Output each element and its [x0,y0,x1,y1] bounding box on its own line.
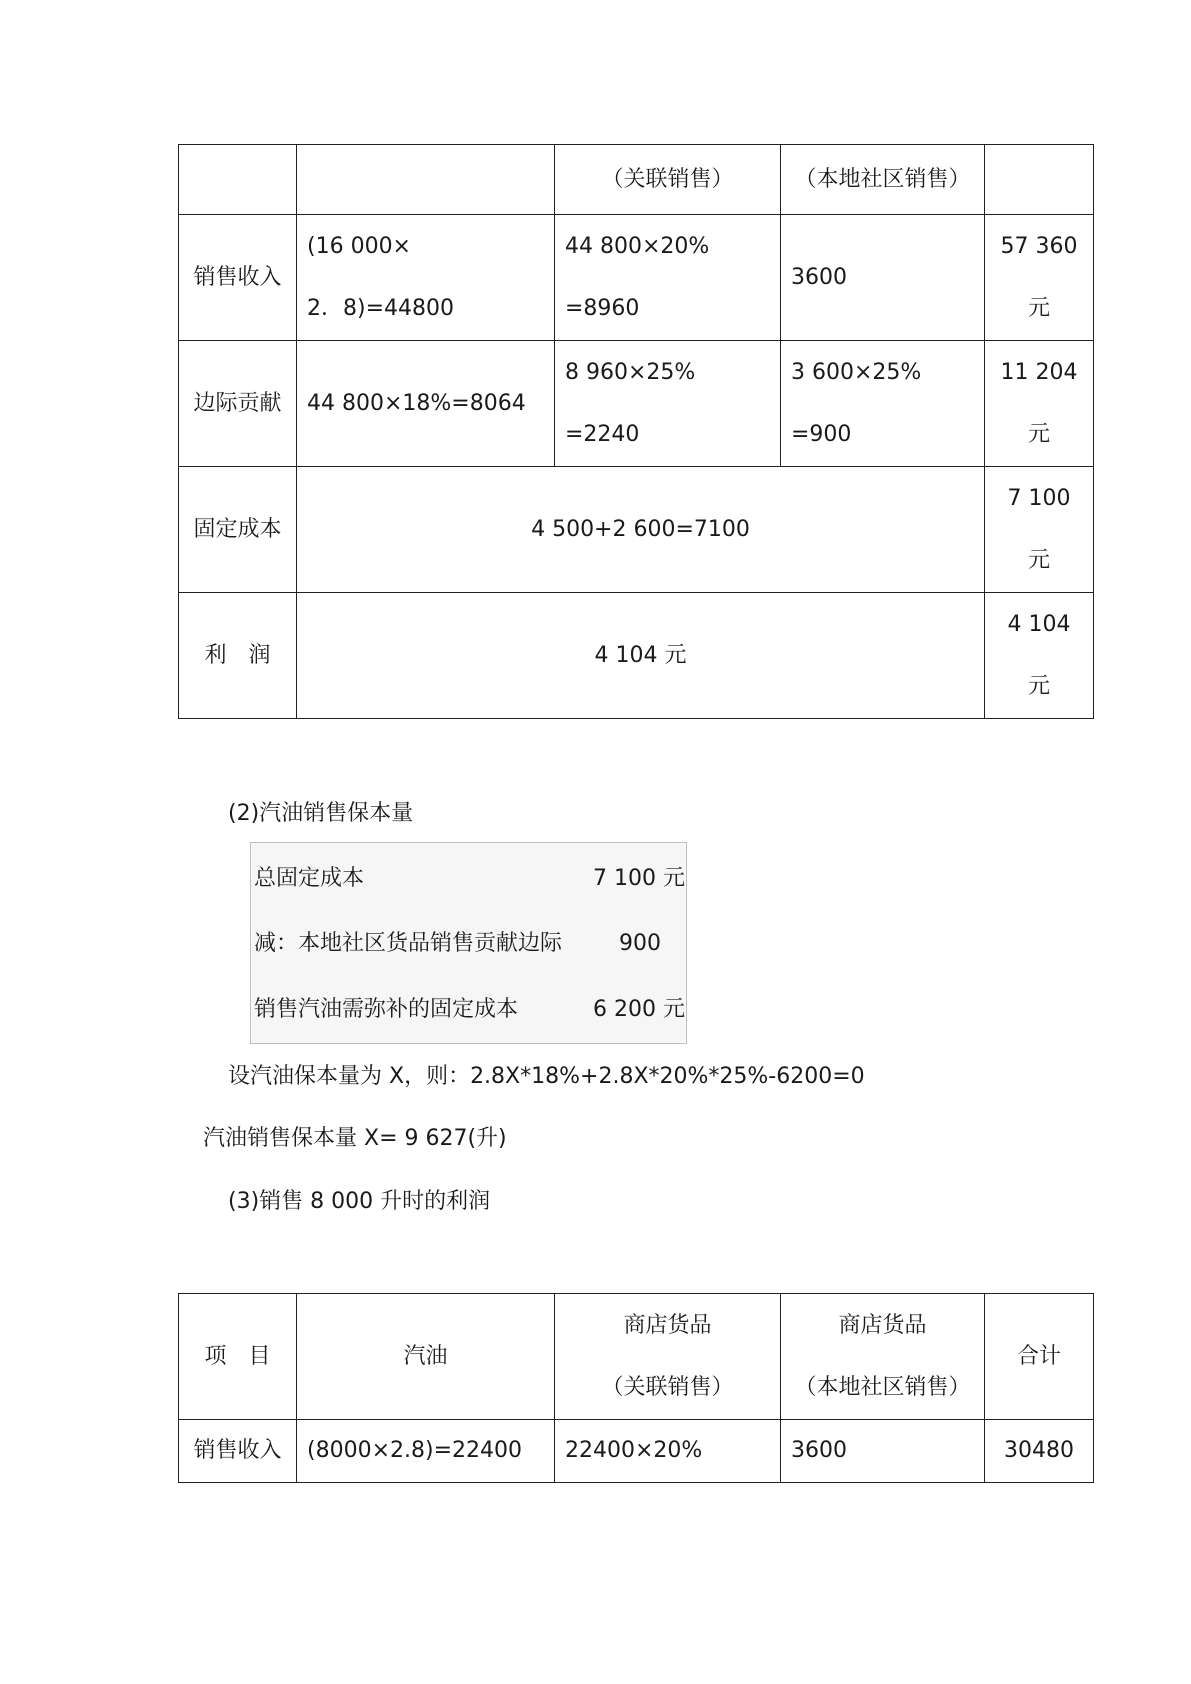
breakeven-equation: 设汽油保本量为 X，则：2.8X*18%+2.8X*20%*25%-6200=0 [228,1064,865,1089]
table-header-row [179,1294,1094,1420]
table-row [179,467,1094,593]
header-cell-gas [297,145,555,215]
cell-related-revenue: 44 800×20% =8960 [555,215,781,341]
cell-related-contribution: 8 960×25% =2240 [555,341,781,467]
cell-local-revenue: 3600 [781,1420,985,1483]
row-label-contribution-margin: 边际贡献 [179,341,297,467]
breakeven-result: 汽油销售保本量 X= 9 627(升) [203,1126,507,1151]
table-row [179,593,1094,719]
header-cell-related-sales: （关联销售） [555,145,781,215]
profit-table-2 [178,1293,1094,1483]
header-cell-related-sales: 商店货品 （关联销售） [555,1294,781,1420]
cell-total-fixed-cost: 7 100 元 [985,467,1094,593]
row-label-sales-revenue: 销售收入 [179,1420,297,1483]
cell-total-revenue: 30480 [985,1420,1094,1483]
row-label-profit: 利 润 [179,593,297,719]
header-cell-gas: 汽油 [297,1294,555,1420]
cell-profit-merged: 4 104 元 [297,593,985,719]
table-row [179,341,1094,467]
row-label-sales-revenue: 销售收入 [179,215,297,341]
row-label-fixed-cost: 固定成本 [179,467,297,593]
cell-total-profit: 4 104 元 [985,593,1094,719]
cell-local-contribution: 3 600×25% =900 [781,341,985,467]
cell-gas-revenue: (16 000× 2．8)=44800 [297,215,555,341]
header-cell-local-sales: （本地社区销售） [781,145,985,215]
table-row [179,1420,1094,1483]
breakeven-calculation-box: 总固定成本 7 100 元 减：本地社区货品销售贡献边际 900 销售汽油需弥补的固定成本 6 200 元 [250,842,687,1044]
cell-gas-revenue: (8000×2.8)=22400 [297,1420,555,1483]
cell-fixed-cost-merged: 4 500+2 600=7100 [297,467,985,593]
section-heading-breakeven: (2)汽油销售保本量 [228,801,414,826]
profit-table-1 [178,144,1094,719]
header-cell-local-sales: 商店货品 （本地社区销售） [781,1294,985,1420]
header-cell-item: 项 目 [179,1294,297,1420]
header-cell-total: 合计 [985,1294,1094,1420]
cell-total-contribution: 11 204 元 [985,341,1094,467]
cell-local-revenue: 3600 [781,215,985,341]
cell-related-revenue: 22400×20% [555,1420,781,1483]
header-cell-total [985,145,1094,215]
cell-gas-contribution: 44 800×18%=8064 [297,341,555,467]
table-row [179,215,1094,341]
section-heading-profit-8000: (3)销售 8 000 升时的利润 [228,1189,491,1214]
cell-total-revenue: 57 360 元 [985,215,1094,341]
table-header-row [179,145,1094,215]
header-cell-item [179,145,297,215]
